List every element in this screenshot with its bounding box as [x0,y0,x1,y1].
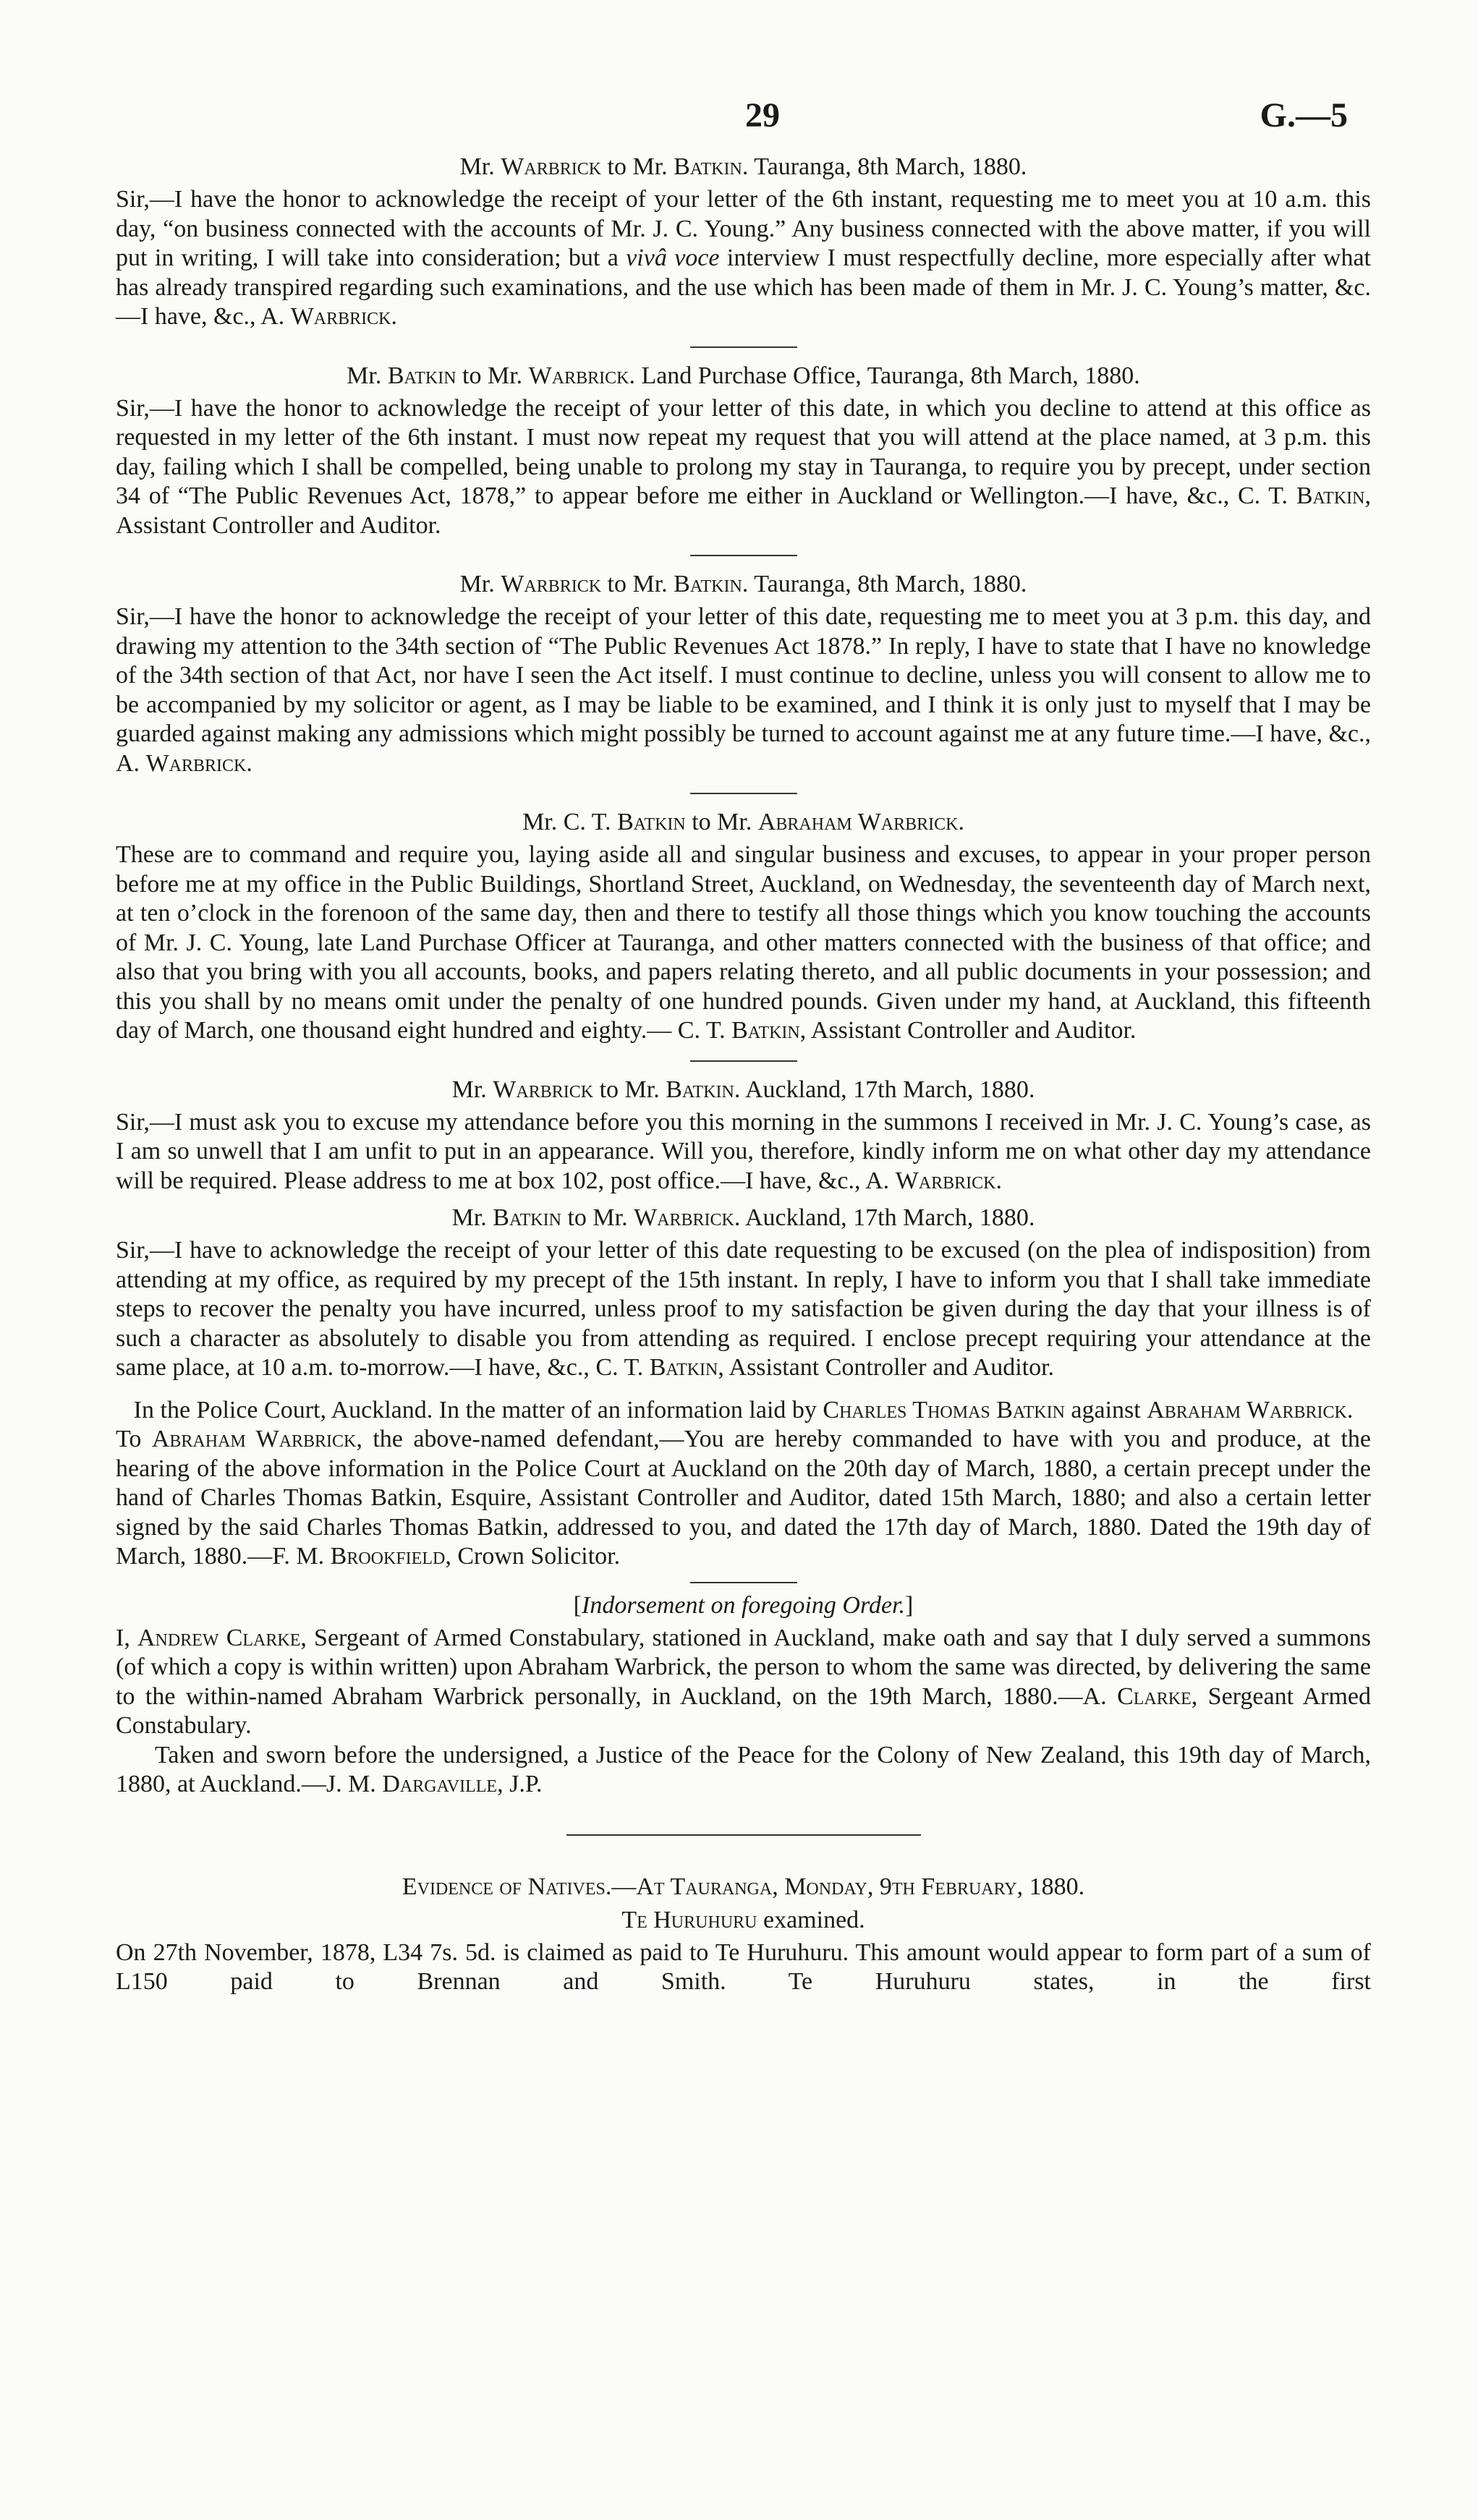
letter-body: Sir,—I have the honor to acknowledge the receipt of your letter of this date, in which you decline to attend at this office as requested in my letter of the 6th instant. I must now repeat my request that you will attend at the place named, at 3 p.m. this day, failing which I shall be compelled, being unable to prolong my stay in Tauranga, to require you by precept, under section 34 of “The Public Revenues Act, 1878,” to appear before me either in Auckland or Wellington.—I have, &c., C. T. Batkin, Assistant Controller and Auditor. [116,394,1371,539]
evidence-section [116,1872,1371,1997]
separator-rule [690,1582,797,1583]
indorsement-sworn: Taken and sworn before the undersigned, a Justice of the Peace for the Colony of New Zealand, this 19th day of March, 1880, at Auckland.—J. M. Dargaville, J.P. [116,1741,1371,1797]
page-header [0,95,1478,139]
court-heading: In the Police Court, Auckland. In the matter of an information laid by Charles Thomas Batkin against Abraham Warbrick. [133,1396,1354,1423]
letter-body: Sir,—I must ask you to excuse my attendance before you this morning in the summons I received in Mr. J. C. Young’s case, as I am so unwell that I am unfit to put in an appearance. Will you, therefore, kindly inform me on what other day my attendance will be required. Please address to me at box 102, post office.—I have, &c., A. Warbrick. [116,1108,1371,1194]
letter-heading: Mr. Warbrick to Mr. Batkin. Tauranga, 8th March, 1880. [459,153,1027,180]
separator-rule [690,793,797,794]
page-content [116,152,1371,1997]
court-body: To Abraham Warbrick, the above-named defendant,—You are hereby commanded to have with you and produce, at the hearing of the above information in the Police Court at Auckland on the 20th day of March, 1880, a certain precept under the hand of Charles Thomas Batkin, Esquire, Assistant Controller and Auditor, dated 15th March, 1880; and also a certain letter signed by the said Charles Thomas Batkin, addressed to you, and dated the 17th day of March, 1880. Dated the 19th day of March, 1880.—F. M. Brookfield, Crown Solicitor. [116,1426,1371,1570]
letter-body: Sir,—I have to acknowledge the receipt of your letter of this date requesting to be excused (on the plea of indisposition) from attending at my office, as required by my precept of the 15th instant. In reply, I have to inform you that I shall take immediate steps to recover the penalty you have incurred, unless proof to my satisfaction be given during the day that your illness is of such a character as absolutely to disable you from attending as required. I enclose precept requiring your attendance at the same place, at 10 a.m. to-morrow.—I have, &c., C. T. Batkin, Assistant Controller and Auditor. [116,1237,1371,1381]
separator-rule [690,346,797,348]
letter [116,1203,1371,1383]
court-order [116,1396,1371,1572]
evidence-body: On 27th November, 1878, L34 7s. 5d. is claimed as paid to Te Huruhuru. This amount would appear to form part of a sum of L150 paid to Brennan and Smith. Te Huruhuru states, in the first [116,1938,1371,1995]
letter [116,807,1371,1046]
separator-rule [690,555,797,556]
letter-heading: Mr. Batkin to Mr. Warbrick. Land Purchase Office, Tauranga, 8th March, 1880. [347,362,1140,389]
letter [116,361,1371,541]
letter [116,152,1371,332]
page-number: 29 [745,96,780,135]
evidence-subheading: Te Huruhuru examined. [621,1906,865,1933]
separator-rule [690,1060,797,1062]
letter-heading: Mr. Warbrick to Mr. Batkin. Auckland, 17th March, 1880. [451,1076,1035,1103]
document-reference: G.—5 [1260,96,1348,135]
indorsement-oath: I, Andrew Clarke, Sergeant of Armed Constabulary, stationed in Auckland, make oath and say that I duly served a summons (of which a copy is within written) upon Abraham Warbrick, the person to whom the same was directed, by delivering the same to the within-named Abraham Warbrick personally, in Auckland, on the 19th March, 1880.—A. Clarke, Sergeant Armed Constabulary. [116,1624,1371,1739]
letter [116,569,1371,778]
letter [116,1075,1371,1196]
letter-body: These are to command and require you, laying aside all and singular business and excuses, to appear in your proper person before me at my office in the Public Buildings, Shortland Street, Auckland, on Wednesday, the seventeenth day of March next, at ten o’clock in the forenoon of the same day, then and there to testify all those things which you know touching the accounts of Mr. J. C. Young, late Land Purchase Officer at Tauranga, and other matters connected with the business of that office; and also that you bring with you all accounts, books, and papers relating thereto, and all public documents in your possession; and this you shall by no means omit under the penalty of one hundred pounds. Given under my hand, at Auckland, this fifteenth day of March, one thousand eight hundred and eighty.— C. T. Batkin, Assistant Controller and Auditor. [116,841,1371,1044]
letter-heading: Mr. Warbrick to Mr. Batkin. Tauranga, 8th March, 1880. [459,571,1027,597]
section-divider [566,1834,921,1836]
letter-heading: Mr. Batkin to Mr. Warbrick. Auckland, 17th March, 1880. [451,1204,1035,1231]
letter-body: Sir,—I have the honor to acknowledge the receipt of your letter of the 6th instant, requesting me to meet you at 10 a.m. this day, “on business connected with the accounts of Mr. J. C. Young.” Any business connected with the above matter, if you will put in writing, I will take into consideration; but a vivâ voce interview I must respectfully decline, more especially after what has already transpired regarding such examinations, and the use which has been made of them in Mr. J. C. Young’s matter, &c.—I have, &c., A. Warbrick. [116,186,1371,330]
letter-body: Sir,—I have the honor to acknowledge the receipt of your letter of this date, requesting me to meet you at 3 p.m. this day, and drawing my attention to the 34th section of “The Public Revenues Act 1878.” In reply, I have to state that I have no knowledge of the 34th section of that Act, nor have I seen the Act itself. I must continue to decline, unless you will consent to allow me to be accompanied by my solicitor or agent, as I may be liable to be examined, and I think it is only just to myself that I may be guarded against making any admissions which might possibly be turned to account against me at any future time.—I have, &c., A. Warbrick. [116,603,1371,777]
evidence-heading: Evidence of Natives.—At Tauranga, Monday, 9th February, 1880. [402,1873,1085,1900]
indorsement-heading: [Indorsement on foregoing Order.] [573,1591,914,1619]
letter-heading: Mr. C. T. Batkin to Mr. Abraham Warbrick. [522,809,964,835]
indorsement [116,1591,1371,1800]
